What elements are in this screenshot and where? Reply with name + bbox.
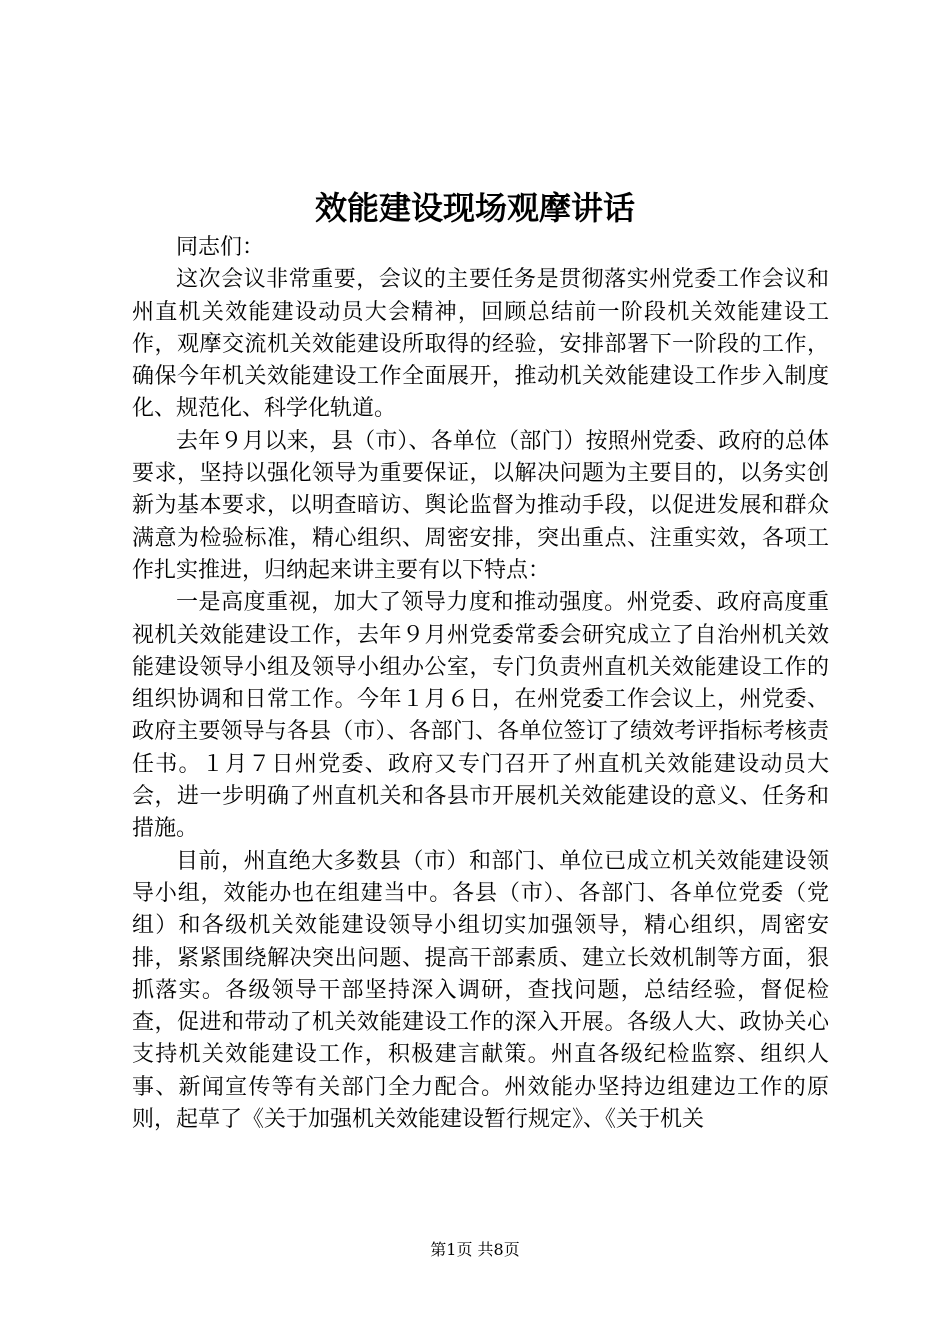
paragraph-4: 目前，州直绝大多数县（市）和部门、单位已成立机关效能建设领导小组，效能办也在组建当中。各县（市）、各部门、各单位党委（党组）和各级机关效能建设领导小组切实加强领导，精心组织，周密安排，紧紧围绕解决突出问题、提高干部素质、建立长效机制等方面，狠抓落实。各级领导干部坚持深入调研，查找问题，总结经验，督促检查，促进和带动了机关效能建设工作的深入开展。各级人大、政协关心支持机关效能建设工作，积极建言献策。州直各级纪检监察、组织人事、新闻宣传等有关部门全力配合。州效能办坚持边组建边工作的原则，起草了《关于加强机关效能建设暂行规定》、《关于机关 [132,848,829,1133]
salutation: 同志们： [176,235,265,260]
document-body [132,232,829,1136]
document-title: 效能建设现场观摩讲话 [314,189,635,227]
paragraph-3: 一是高度重视，加大了领导力度和推动强度。州党委、政府高度重视机关效能建设工作，去年９月州党委常委会研究成立了自治州机关效能建设领导小组及领导小组办公室，专门负责州直机关效能建设工作的组织协调和日常工作。今年１月６日，在州党委工作会议上，州党委、政府主要领导与各县（市）、各部门、各单位签订了绩效考评指标考核责任书。１月７日州党委、政府又专门召开了州直机关效能建设动员大会，进一步明确了州直机关和各县市开展机关效能建设的意义、任务和措施。 [132,590,829,842]
page-footer: 第1页 共8页 [430,1240,520,1259]
paragraph-1: 这次会议非常重要，会议的主要任务是贯彻落实州党委工作会议和州直机关效能建设动员大会精神，回顾总结前一阶段机关效能建设工作，观摩交流机关效能建设所取得的经验，安排部署下一阶段的工作，确保今年机关效能建设工作全面展开，推动机关效能建设工作步入制度化、规范化、科学化轨道。 [132,267,829,422]
paragraph-2: 去年９月以来，县（市）、各单位（部门）按照州党委、政府的总体要求，坚持以强化领导为重要保证，以解决问题为主要目的，以务实创新为基本要求，以明查暗访、舆论监督为推动手段，以促进发展和群众满意为检验标准，精心组织、周密安排，突出重点、注重实效，各项工作扎实推进，归纳起来讲主要有以下特点： [132,428,829,583]
